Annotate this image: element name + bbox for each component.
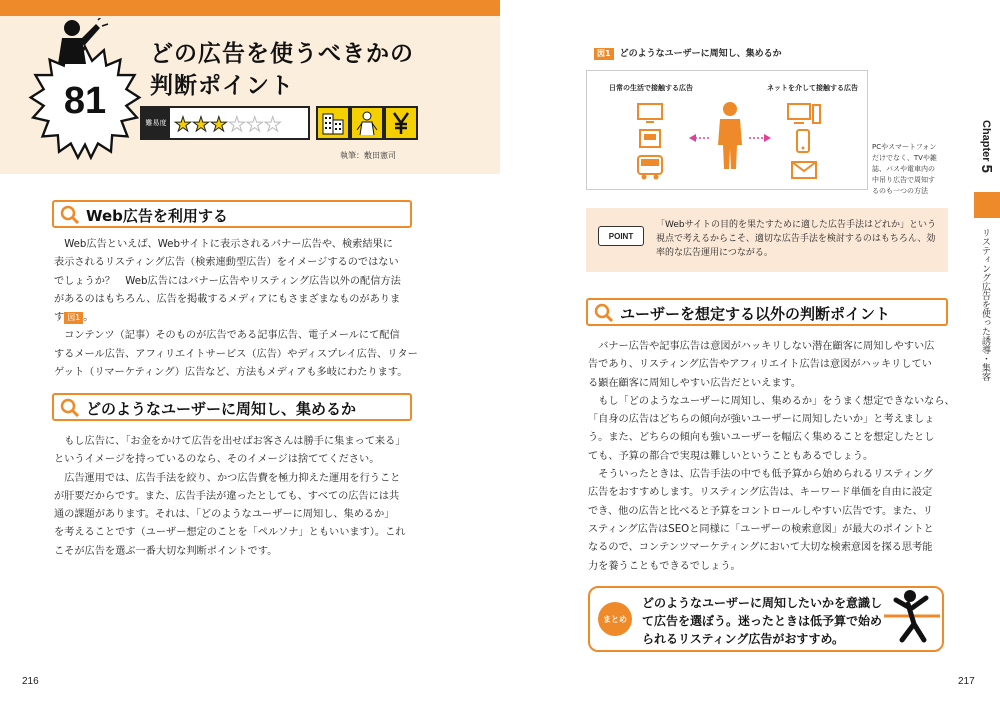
top-accent-bar bbox=[0, 0, 500, 16]
text-line: が肝要だからです。また、広告手法が違ったとしても、すべての広告には共 bbox=[54, 490, 400, 502]
figure-caption bbox=[594, 46, 782, 60]
note-line: 中吊り広告で周知す bbox=[872, 176, 935, 184]
text-line: もし「どのようなユーザーに周知し、集めるか」をうまく想定できないなら、 bbox=[598, 395, 955, 407]
person-icon bbox=[350, 106, 384, 140]
note-line: るのも一つの方法 bbox=[872, 187, 928, 195]
magazine-icon bbox=[637, 129, 663, 149]
author-credit: 執筆：敷田憲司 bbox=[340, 151, 396, 160]
right-page bbox=[500, 0, 1000, 709]
note-line: PCやスマートフォン bbox=[872, 143, 937, 151]
point-line: 率的な広告運用につながる。 bbox=[656, 248, 773, 258]
figure-reference: 図1 bbox=[64, 312, 83, 324]
figure-diagram bbox=[586, 70, 868, 190]
difficulty-stars bbox=[174, 112, 282, 136]
text-line: もし広告に、「お金をかけて広告を出せばお客さんは勝手に集まって来る」 bbox=[64, 436, 406, 447]
building-icon bbox=[316, 106, 350, 140]
tv-icon bbox=[637, 103, 663, 123]
text-line: でき、他の広告と比べると予算をコントロールしやすい広告です。また、リ bbox=[588, 505, 933, 517]
text-line: ても、予算の都合で実現は難しいということもあるでしょう。 bbox=[588, 450, 874, 462]
figure-note bbox=[872, 142, 952, 197]
chapter-label: Chapter bbox=[980, 120, 992, 162]
online-ads-label: ネットを介して接触する広告 bbox=[767, 84, 858, 92]
difficulty-rating bbox=[140, 106, 310, 140]
summary-box bbox=[588, 586, 944, 652]
yen-icon bbox=[384, 106, 418, 140]
text-line: を考えることです（ユーザー想定のことを「ペルソナ」ともいいます）。これ bbox=[54, 527, 406, 539]
chapter-tab-marker bbox=[974, 192, 1000, 218]
magnifier-icon bbox=[60, 205, 80, 225]
text-line: る顕在顧客に周知しやすい広告だといえます。 bbox=[588, 377, 802, 389]
section3-body bbox=[588, 338, 955, 576]
chapter-tab bbox=[978, 120, 995, 173]
point-line: 「Webサイトの目的を果たすために適した広告手法はどれか」という bbox=[656, 220, 936, 230]
article-title bbox=[150, 38, 414, 102]
train-icon bbox=[635, 155, 665, 183]
star-empty-icon: ★ bbox=[227, 112, 246, 136]
text-fragment: す bbox=[54, 312, 65, 324]
point-callout bbox=[586, 208, 948, 272]
page-number-right: 217 bbox=[958, 676, 975, 687]
text-line: 告であり、リスティング広告やアフィリエイト広告は意図がハッキリしてい bbox=[588, 359, 932, 371]
note-line: だけでなく、TVや雑 bbox=[872, 154, 937, 162]
difficulty-label: 難易度 bbox=[142, 108, 170, 138]
point-text bbox=[656, 218, 936, 260]
star-filled-icon: ★ bbox=[191, 112, 210, 136]
star-filled-icon: ★ bbox=[209, 112, 228, 136]
section-title: ユーザーを想定する以外の判断ポイント bbox=[620, 305, 891, 323]
summary-line: て広告を選ぼう。迷ったときは低予算で始め bbox=[642, 614, 883, 628]
text-line: でしょうか？ Web広告にはバナー広告やリスティング広告以外の配信方法 bbox=[54, 275, 401, 287]
offline-ads-label: 日常の生活で接触する広告 bbox=[609, 84, 693, 92]
text-line: 広告運用では、広告手法を絞り、かつ広告費を極力抑えた運用を行うこと bbox=[64, 472, 401, 484]
text-line: 広告をおすすめします。リスティング広告は、キーワード単価を自由に設定 bbox=[588, 487, 933, 499]
title-line-1: どの広告を使うべきかの bbox=[150, 41, 414, 67]
summary-line: られるリスティング広告がおすすめ。 bbox=[642, 632, 844, 646]
chapter-number: 5 bbox=[978, 164, 995, 173]
point-line: 視点で考えるからこそ、適切な広告手法を検討するのはもちろん、効 bbox=[656, 234, 936, 244]
mascot-figure-icon bbox=[52, 18, 112, 64]
summary-line: どのようなユーザーに周知したいかを意識し bbox=[642, 596, 883, 610]
summary-badge: まとめ bbox=[598, 602, 632, 636]
email-icon bbox=[791, 161, 817, 179]
smartphone-icon bbox=[795, 129, 811, 153]
star-empty-icon: ★ bbox=[263, 112, 282, 136]
text-line: 表示されるリスティング広告（検索連動型広告）をイメージするのではない bbox=[54, 257, 399, 269]
arrow-left-icon bbox=[689, 133, 711, 143]
section2-body bbox=[54, 433, 405, 561]
pc-icon bbox=[787, 103, 821, 125]
text-line: があるのはもちろん、広告を掲載するメディアにもさまざまなものがありま bbox=[54, 293, 401, 305]
text-line: ゲット（リマーケティング）広告など、方法もメディアも多岐にわたります。 bbox=[54, 367, 408, 379]
text-line: す 図1 。 bbox=[54, 312, 94, 324]
text-line: 通の課題があります。それは、「どのようなユーザーに周知し、集めるか」 bbox=[54, 509, 395, 521]
text-line: なるので、コンテンツマーケティングにおいて大切な検索意図を探る思考能 bbox=[588, 542, 933, 554]
section1-body bbox=[54, 236, 418, 382]
figure-caption-text: どのようなユーザーに周知し、集めるか bbox=[619, 49, 782, 59]
article-number: 81 bbox=[63, 80, 107, 122]
magnifier-icon bbox=[60, 398, 80, 418]
text-line: バナー広告や記事広告は意図がハッキリしない潜在顧客に周知しやすい広 bbox=[598, 341, 935, 352]
arrow-right-icon bbox=[749, 133, 771, 143]
text-line: というイメージを持っているのなら、そのイメージは捨ててください。 bbox=[54, 454, 380, 466]
runner-goal-icon bbox=[880, 588, 944, 650]
star-empty-icon: ★ bbox=[245, 112, 264, 136]
section-title: Web広告を利用する bbox=[86, 207, 228, 225]
text-line: コンテンツ（記事）そのものが広告である記事広告、電子メールにて配信 bbox=[64, 330, 400, 342]
text-line: するメール広告、アフィリエイトサービス（広告）やディスプレイ広告、リター bbox=[54, 348, 418, 360]
magnifier-icon bbox=[594, 303, 614, 323]
section-heading-other-points bbox=[586, 298, 948, 326]
section-title: どのようなユーザーに周知し、集めるか bbox=[86, 400, 357, 418]
star-filled-icon: ★ bbox=[174, 112, 192, 136]
chapter-title-vertical: リスティング広告を使った誘導・集客 bbox=[980, 228, 990, 381]
text-line: 「自身の広告はどちらの傾向が強いユーザーに周知したいか」と考えましょ bbox=[588, 414, 935, 426]
point-label: POINT bbox=[598, 226, 644, 246]
text-line: 力を養うこともできるでしょう。 bbox=[588, 560, 741, 572]
user-person-icon bbox=[713, 101, 747, 171]
text-line: スティング広告はSEOと同様に「ユーザーの検索意図」が最大のポイントと bbox=[588, 523, 934, 535]
section-heading-web-ads bbox=[52, 200, 412, 228]
text-line: こそが広告を選ぶ一番大切な判断ポイントです。 bbox=[54, 545, 278, 557]
title-line-2: 判断ポイント bbox=[150, 73, 294, 99]
note-line: 誌、バスや電車内の bbox=[872, 165, 935, 173]
text-line: Web広告といえば、Webサイトに表示されるバナー広告や、検索結果に bbox=[64, 239, 393, 250]
text-line: そういったときは、広告手法の中でも低予算から始められるリスティング bbox=[598, 469, 933, 481]
figure-tag: 図1 bbox=[594, 48, 614, 60]
text-line: う。また、どちらの傾向も強いユーザーを幅広く集めることを想定したとし bbox=[588, 432, 935, 444]
summary-text bbox=[642, 594, 882, 648]
page-number-left: 216 bbox=[22, 676, 39, 687]
section-heading-target-users bbox=[52, 393, 412, 421]
